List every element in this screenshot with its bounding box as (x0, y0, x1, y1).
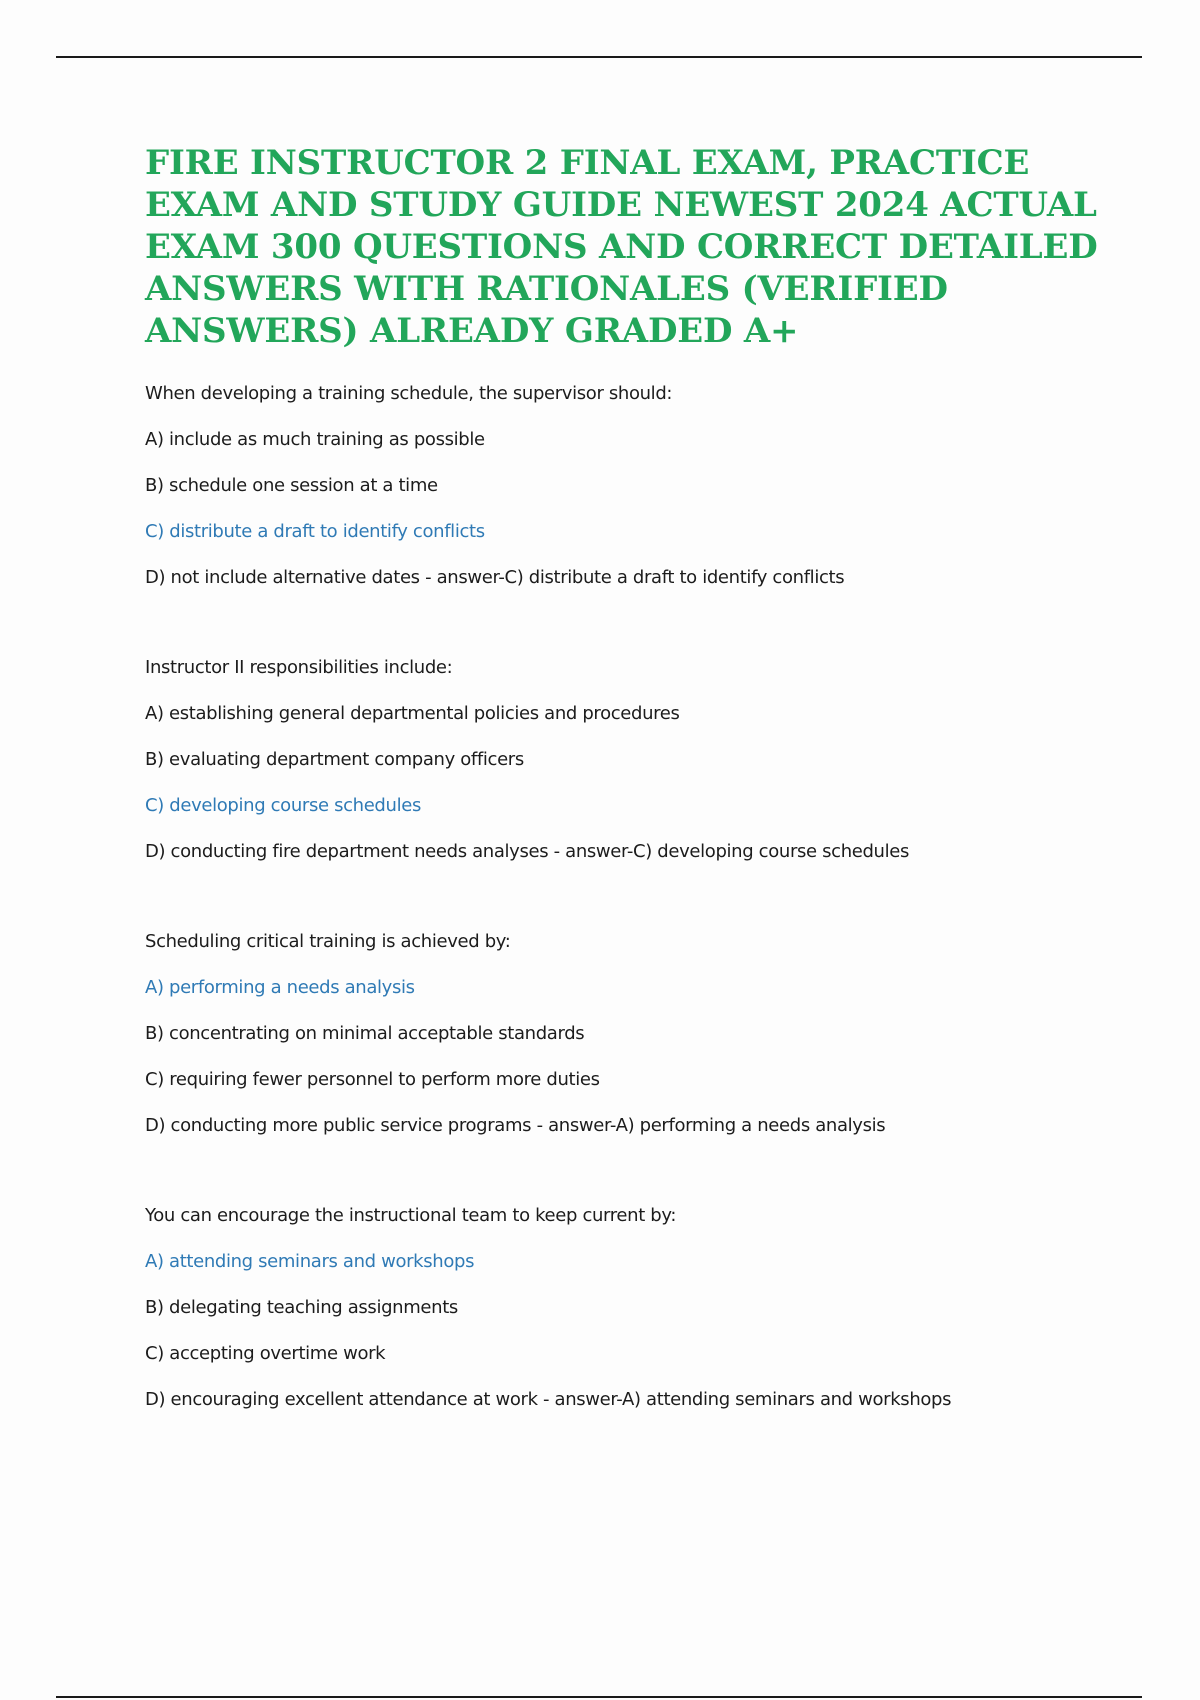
question-4 (145, 1204, 1105, 1412)
question-prompt: When developing a training schedule, the supervisor should: (145, 383, 673, 404)
question-prompt: Instructor II responsibilities include: (145, 657, 453, 678)
option-c-correct: C) developing course schedules (145, 795, 421, 816)
bottom-rule (56, 1696, 1142, 1698)
option-d-answer: D) not include alternative dates - answer-C) distribute a draft to identify conflicts (145, 567, 845, 588)
question-prompt: You can encourage the instructional team to keep current by: (145, 1205, 677, 1226)
option-b: B) delegating teaching assignments (145, 1297, 458, 1318)
question-2 (145, 656, 1105, 864)
option-b: B) concentrating on minimal acceptable standards (145, 1023, 585, 1044)
option-a-correct: A) performing a needs analysis (145, 977, 415, 998)
question-prompt: Scheduling critical training is achieved by: (145, 931, 511, 952)
option-b: B) schedule one session at a time (145, 475, 438, 496)
document-body (145, 142, 1105, 1412)
document-title: FIRE INSTRUCTOR 2 FINAL EXAM, PRACTICE EXAM AND STUDY GUIDE NEWEST 2024 ACTUAL EXAM 300 QUESTIONS AND CORRECT DETAILED ANSWERS WITH RATIONALES (VERIFIED ANSWERS) ALREADY GRADED A+ (145, 143, 1098, 351)
option-d-answer: D) conducting fire department needs analyses - answer-C) developing course schedules (145, 841, 910, 862)
option-d-answer: D) conducting more public service programs - answer-A) performing a needs analysis (145, 1115, 886, 1136)
option-c-correct: C) distribute a draft to identify conflicts (145, 521, 485, 542)
top-rule (56, 56, 1142, 58)
option-b: B) evaluating department company officers (145, 749, 524, 770)
option-c: C) requiring fewer personnel to perform more duties (145, 1069, 600, 1090)
option-c: C) accepting overtime work (145, 1343, 386, 1364)
option-a: A) include as much training as possible (145, 429, 485, 450)
option-d-answer: D) encouraging excellent attendance at work - answer-A) attending seminars and workshops (145, 1389, 952, 1410)
option-a: A) establishing general departmental policies and procedures (145, 703, 680, 724)
question-1 (145, 382, 1105, 590)
question-3 (145, 930, 1105, 1138)
option-a-correct: A) attending seminars and workshops (145, 1251, 475, 1272)
